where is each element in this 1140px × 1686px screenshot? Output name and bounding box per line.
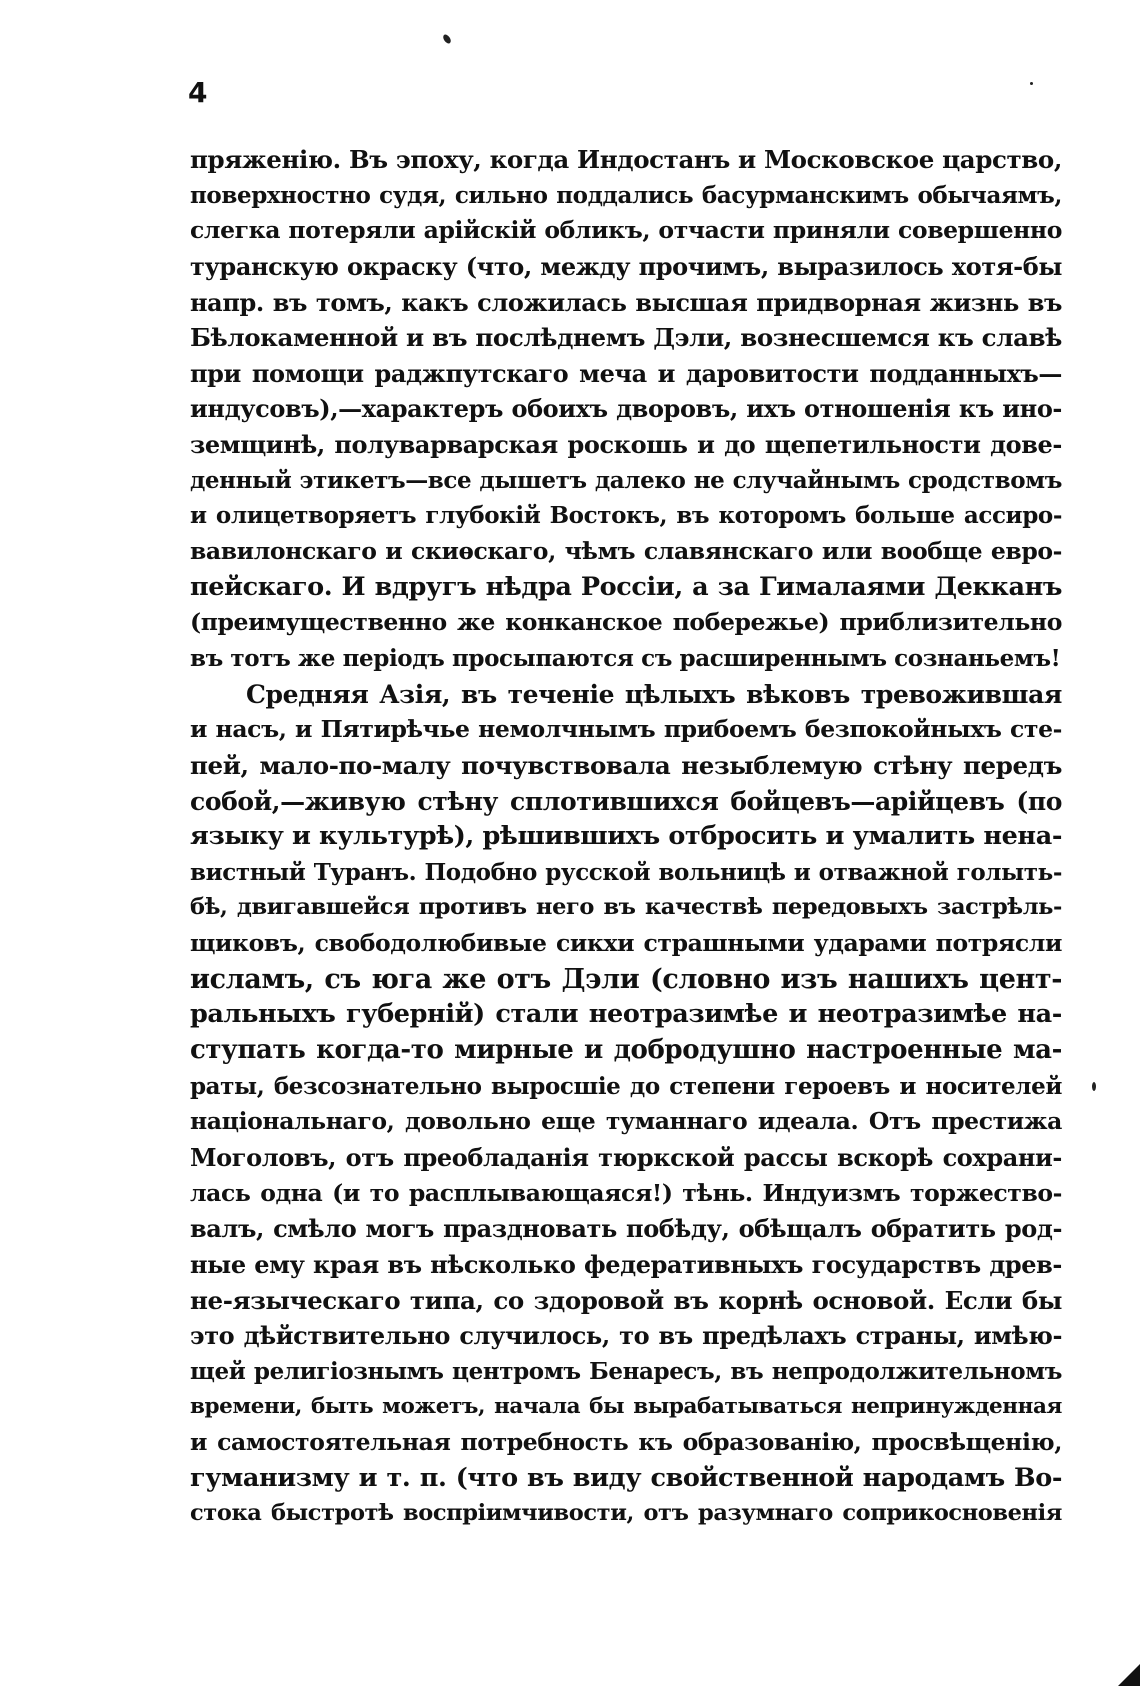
text-line: не-языческаго типа, со здоровой въ корнѣ основой. Если бы [190,1285,1062,1315]
text-line: ступать когда-то мирные и добродушно настроенные ма- [190,1035,1062,1066]
text-line: и насъ, и Пятирѣчье немолчнымъ прибоемъ безпокойныхъ сте- [190,715,1062,744]
text-line: пейскаго. И вдругъ нѣдра Россіи, а за Гималаями Декканъ [190,571,1062,602]
text-line: пряженію. Въ эпоху, когда Индостанъ и Московское царство, [190,145,1062,174]
corner-mark [1118,1664,1140,1686]
text-line: національнаго, довольно еще туманнаго идеала. Отъ престижа [190,1107,1062,1136]
text-line: и олицетворяетъ глубокій Востокъ, въ которомъ больше ассиро- [190,502,1062,530]
body-text [190,142,1062,1532]
text-line: въ тотъ же періодъ просыпаются съ расширеннымъ сознаньемъ! [190,644,1061,672]
text-line: слегка потеряли арійскій обликъ, отчасти приняли совершенно [190,216,1062,245]
text-line: ральныхъ губерній) стали неотразимѣе и неотразимѣе на- [190,999,1062,1030]
text-line: стока быстротѣ воспріимчивости, отъ разумнаго соприкосновенія [190,1500,1062,1527]
ink-speck [1030,82,1033,85]
text-line: туранскую окраску (что, между прочимъ, выразилось хотя-бы [190,251,1062,281]
text-line: и самостоятельная потребность къ образованію, просвѣщенію, [190,1428,1062,1457]
ink-speck [442,33,453,45]
text-line: напр. въ томъ, какъ сложилась высшая придворная жизнь въ [190,287,1062,317]
text-line: пей, мало-по-малу почувствовала незыблемую стѣну передъ [190,750,1062,780]
text-line: Бѣлокаменной и въ послѣднемъ Дэли, вознесшемся къ славѣ [190,323,1062,353]
text-line: лась одна (и то расплывающаяся!) тѣнь. Индуизмъ торжество- [190,1178,1062,1207]
text-line: денный этикетъ—все дышетъ далеко не случайнымъ сродствомъ [190,466,1062,494]
text-line: вистный Туранъ. Подобно русской вольницѣ и отважной голыть- [190,858,1062,886]
text-line: щиковъ, свободолюбивые сикхи страшными ударами потрясли [190,929,1062,958]
ink-speck [1092,1082,1096,1091]
text-line: времени, быть можетъ, начала бы вырабатываться непринужденная [190,1394,1062,1420]
text-line: это дѣйствительно случилось, то въ предѣлахъ страны, имѣю- [190,1321,1062,1351]
page-number: 4 [188,76,208,109]
text-line: бѣ, двигавшейся противъ него въ качествѣ передовыхъ застрѣль- [190,894,1062,921]
text-line: Моголовъ, отъ преобладанія тюркской рассы вскорѣ сохрани- [190,1142,1062,1172]
text-line: поверхностно судя, сильно поддались басурманскимъ обычаямъ, [190,181,1062,209]
text-line: щей религіознымъ центромъ Бенаресъ, въ непродолжительномъ [190,1357,1062,1385]
text-line: индусовъ),—характеръ обоихъ дворовъ, ихъ отношенія къ ино- [190,394,1062,424]
text-line: вавилонскаго и скиѳскаго, чѣмъ славянскаго или вообще евро- [190,537,1062,566]
text-line: Средняя Азія, въ теченіе цѣлыхъ вѣковъ тревожившая [246,679,1062,709]
text-line: исламъ, съ юга же отъ Дэли (словно изъ нашихъ цент- [190,963,1062,995]
text-line: земщинѣ, полуварварская роскошь и до щепетильности дове- [190,430,1062,460]
text-line: собой,—живую стѣну сплотившихся бойцевъ—арійцевъ (по [190,786,1062,816]
text-line: раты, безсознательно выросшіе до степени героевъ и носителей [190,1072,1062,1100]
text-line: гуманизму и т. п. (что въ виду свойственной народамъ Во- [190,1462,1062,1493]
text-line: (преимущественно же конканское побережье) приблизительно [190,608,1062,637]
text-line: ные ему края въ нѣсколько федеративныхъ государствъ древ- [190,1249,1062,1279]
text-line: языку и культурѣ), рѣшившихъ отбросить и умалить нена- [190,821,1062,852]
text-line: при помощи раджпутскаго меча и даровитости подданныхъ— [190,358,1062,388]
text-line: валъ, смѣло могъ праздновать побѣду, обѣщалъ обратить род- [190,1214,1062,1244]
